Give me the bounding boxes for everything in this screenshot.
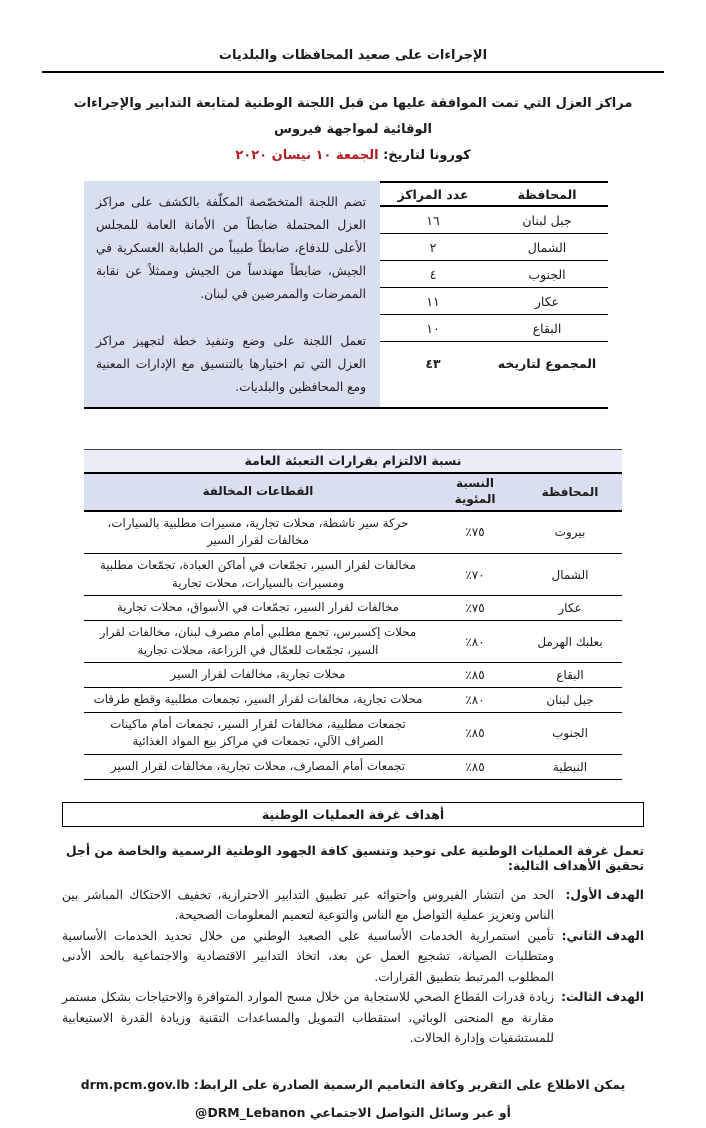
title-date-red: الجمعة ١٠ نيسان ٢٠٢٠ [235,148,379,163]
table-total-row [380,342,608,384]
goal-text: الحد من انتشار الفيروس واحتوائه عبر تطبيق التدابير الاحترازية، تخفيف الاحتكاك المباشر بين الناس وتعزيز عملية التواصل مع الناس والتوعية لتعميم المعلومات الصحيحة. [62,887,554,923]
goal-text: زيادة قدرات القطاع الصحي للاستجابة من خلال مسح الموارد المتوافرة والاحتياجات بشكل مستمر مقارنة مع المنحنى الوبائي، استقطاب التمويل والمساعدات التقنية وزيادة القدرة الاستيعابية للمستشفيات وإدارة الحالات. [62,990,554,1046]
goals-intro: تعمل غرفة العمليات الوطنية على توحيد وتنسيق كافة الجهود الوطنية الرسمية والخاصة من أجل تحقيق الأهداف التالية: [65,842,644,873]
page-header-title: الإجراءات على صعيد المحافظات والبلديات [218,48,488,63]
list-item [62,926,644,988]
table-row [84,755,622,780]
table-row [84,663,622,688]
table-row [84,688,622,713]
compliance-table [84,474,622,780]
isolation-centers-table [84,181,608,409]
isolation-centers-columns [380,181,608,407]
table-row [84,596,622,621]
compliance-table-header [84,474,622,512]
percentage-cell: ٨٥٪ [465,668,485,683]
table-row [380,261,608,288]
sectors-cell: حركة سير ناشطة، محلات تجارية، مسيرات مطلبية بالسيارات، مخالفات لقرار السير [107,515,409,548]
governorate-cell: النبطية [552,759,588,774]
goals-section-title: أهداف غرفة العمليات الوطنية [62,802,644,827]
isolation-table-header [380,181,608,207]
governorate-cell: البقاع [556,668,584,683]
drm-social-handle-link[interactable]: @DRM_Lebanon [195,1105,306,1121]
governorate-cell: الشمال [551,567,589,582]
percentage-cell: ٧٥٪ [465,525,485,540]
goals-list [62,885,644,1049]
table-row [380,288,608,315]
centers-count-cell: ٢ [429,239,437,255]
document-title [58,91,648,169]
compliance-section-title: نسبة الالتزام بقرارات التعبئة العامة [84,449,622,474]
sectors-cell: محلات تجارية، مخالفات لقرار السير [170,667,346,682]
governorate-cell: عكار [534,293,560,309]
governorate-cell: بيروت [554,525,586,540]
sectors-cell: تجمعات مطلبية، مخالفات لقرار السير، تجمعات أمام ماكينات الصراف الآلي، تجمعات في مراكز بيع المواد الغذائية [110,716,406,749]
committee-note-2: تعمل اللجنة على وضع وتنفيذ خطة لتجهيز مراكز العزل التي تم اختيارها بالتنسيق مع الإدارات المعنية ومع المحافظين والبلديات. [96,333,366,394]
col-sectors-header: القطاعات المخالفة [202,483,314,498]
table-row [84,512,622,554]
governorate-cell: عكار [558,601,582,616]
col-governorate-header: المحافظة [541,484,599,499]
committee-note-1: تضم اللجنة المتخصّصة المكلّفة بالكشف على مراكز العزل المحتملة ضابطاً من الأمانة العامة للمجلس الأعلى للدفاع، ضابطاً طبيباً من الطبابة العسكرية في الجيش، ضابطاً مهندساً من الجيش وممثلاً عن نقابة الممرضات والممرضين في لبنان. [96,195,366,301]
col-percentage-header: النسبة المئوية [454,475,496,506]
percentage-cell: ٨٠٪ [465,692,485,707]
total-value: ٤٣ [425,355,441,371]
committee-note-box [84,181,380,407]
governorate-cell: الشمال [527,239,567,255]
title-line1: مراكز العزل التي تمت الموافقة عليها من قبل اللجنة الوطنية لمتابعة التدابير والإجراءات الوقائية لمواجهة فيروس [73,96,633,137]
footer-line-social [0,1099,706,1128]
goal-label: الهدف الثالث: [561,990,644,1005]
governorate-cell: جبل لبنان [522,212,572,228]
table-row [380,207,608,234]
governorate-cell: الجنوب [552,726,588,741]
governorate-cell: جبل لبنان [546,692,594,707]
goal-label: الهدف الأول: [565,887,644,902]
centers-count-cell: ١١ [426,293,440,309]
percentage-cell: ٨٠٪ [465,634,485,649]
table-row [84,713,622,755]
sectors-cell: تجمعات أمام المصارف، محلات تجارية، مخالفات لقرار السير [110,759,406,774]
percentage-cell: ٧٥٪ [465,601,485,616]
list-item [62,987,644,1049]
governorate-cell: بعلبك الهرمل [537,634,603,649]
percentage-cell: ٨٥٪ [465,726,485,741]
governorate-cell: البقاع [532,320,562,336]
table-row [380,315,608,342]
sectors-cell: محلات تجارية، مخالفات لقرار السير، تجمعات مطلبية وقطع طرقات [93,692,423,706]
table-row [84,554,622,596]
percentage-cell: ٧٠٪ [465,567,485,582]
centers-count-cell: ١٠ [426,320,440,336]
footer-social-text: أو عبر وسائل التواصل الاجتماعي [309,1105,511,1121]
footer-line-report [0,1071,706,1100]
governorate-cell: الجنوب [528,266,566,282]
sectors-cell: مخالفات لقرار السير، تجمّعات في الأسواق، محلات تجارية [116,600,400,615]
table-row [380,234,608,261]
drm-website-link[interactable]: drm.pcm.gov.lb [80,1076,190,1092]
centers-count-cell: ٤ [429,266,437,282]
col-centers-header: عدد المراكز [397,186,469,202]
col-governorate-header: المحافظة [517,186,577,202]
sectors-cell: محلات إكسبرس، تجمع مطلبي أمام مصرف لبنان، مخالفات لقرار السير، تجمّعات للعمّال في الزراعة، محلات تجارية [99,624,417,657]
total-label: المجموع لتاريخه [497,355,597,371]
footer-report-text: يمكن الاطلاع على التقرير وكافة التعاميم الرسمية الصادرة على الرابط: [193,1076,626,1092]
list-item [62,885,644,926]
title-date-prefix: كورونا لتاريخ: [378,148,471,163]
goal-text: تأمين استمرارية الخدمات الأساسية على الصعيد الوطني من خلال تحديد الخدمات الأساسية ومتطلبات الصيانة، تشجيع العمل عن بعد، اتخاذ التدابير الاقتصادية والاجتماعية بالحد الأدنى المطلوب المرتبط بتطبيق القرارات. [62,928,554,984]
header-divider [42,71,664,73]
centers-count-cell: ١٦ [426,212,440,228]
percentage-cell: ٨٥٪ [465,759,485,774]
table-row [84,621,622,663]
goal-label: الهدف الثاني: [561,928,644,943]
sectors-cell: مخالفات لقرار السير، تجمّعات في أماكن العبادة، تجمّعات مطلبية ومسيرات بالسيارات، محلات تجارية [100,557,416,590]
document-footer [0,1071,706,1128]
